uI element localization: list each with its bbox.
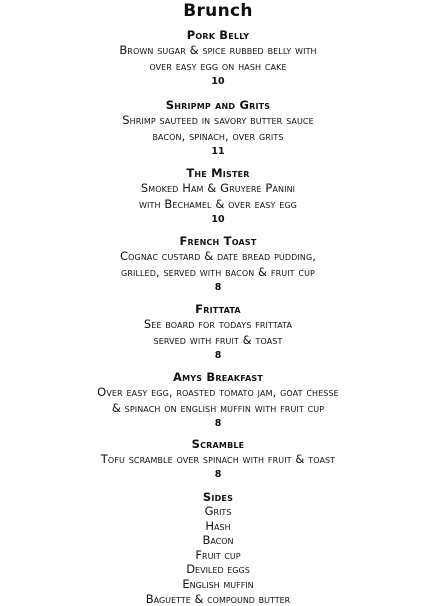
menu-item-french-toast xyxy=(0,234,436,294)
side-item: English muffin xyxy=(182,576,254,591)
item-description-line: over easy egg on hash cake xyxy=(149,59,287,73)
item-description-line: Cognac custard & date bread pudding, xyxy=(120,249,316,263)
side-item: Bacon xyxy=(202,533,234,548)
side-item: Fruit cup xyxy=(195,547,241,562)
item-description-line: Brown sugar & spice rubbed belly with xyxy=(119,43,317,57)
item-description-line: & spinach on english muffin with fruit cup xyxy=(111,401,325,415)
item-price: 10 xyxy=(211,214,225,225)
item-name: French Toast xyxy=(179,234,257,248)
item-price: 8 xyxy=(214,418,222,429)
item-description-line: with Bechamel & over easy egg xyxy=(139,197,297,211)
item-name: Shripmp and Grits xyxy=(165,98,271,112)
item-description-line: Over easy egg, roasted tomato jam, goat chesse xyxy=(97,385,339,399)
item-price: 8 xyxy=(214,350,222,361)
item-price: 10 xyxy=(211,76,225,87)
item-name: Scramble xyxy=(191,437,245,451)
side-item: Deviled eggs xyxy=(186,562,250,577)
item-name: Pork Belly xyxy=(186,28,250,42)
sides-section xyxy=(0,490,436,606)
menu-item-shrimp-and-grits xyxy=(0,98,436,158)
menu-item-scramble xyxy=(0,437,436,481)
item-description-line: Tofu scramble over spinach with fruit & toast xyxy=(100,452,336,466)
sides-title: Sides xyxy=(202,490,234,504)
item-description-line: bacon, spinach, over grits xyxy=(152,129,284,143)
menu-item-amys-breakfast xyxy=(0,370,436,430)
menu-item-the-mister xyxy=(0,166,436,226)
side-item: Baguette & compound butter xyxy=(145,591,291,606)
item-description-line: served with fruit & toast xyxy=(153,333,283,347)
item-price: 11 xyxy=(211,146,225,157)
item-description-line: grilled, served with bacon & fruit cup xyxy=(121,265,315,279)
item-name: The Mister xyxy=(186,166,250,180)
item-description-line: Shrimp sauteed in savory butter sauce xyxy=(122,113,314,127)
item-name: Frittata xyxy=(195,302,241,316)
item-description-line: See board for todays frittata xyxy=(143,317,293,331)
menu-title: Brunch xyxy=(183,1,253,21)
menu-item-pork-belly xyxy=(0,28,436,88)
side-item: Grits xyxy=(204,504,232,518)
menu-item-frittata xyxy=(0,302,436,362)
item-description-line: Smoked Ham & Gruyere Panini xyxy=(140,181,296,195)
side-item: Hash xyxy=(205,518,231,533)
item-name: Amys Breakfast xyxy=(173,370,263,384)
item-price: 8 xyxy=(214,282,222,293)
item-price: 8 xyxy=(214,469,222,480)
